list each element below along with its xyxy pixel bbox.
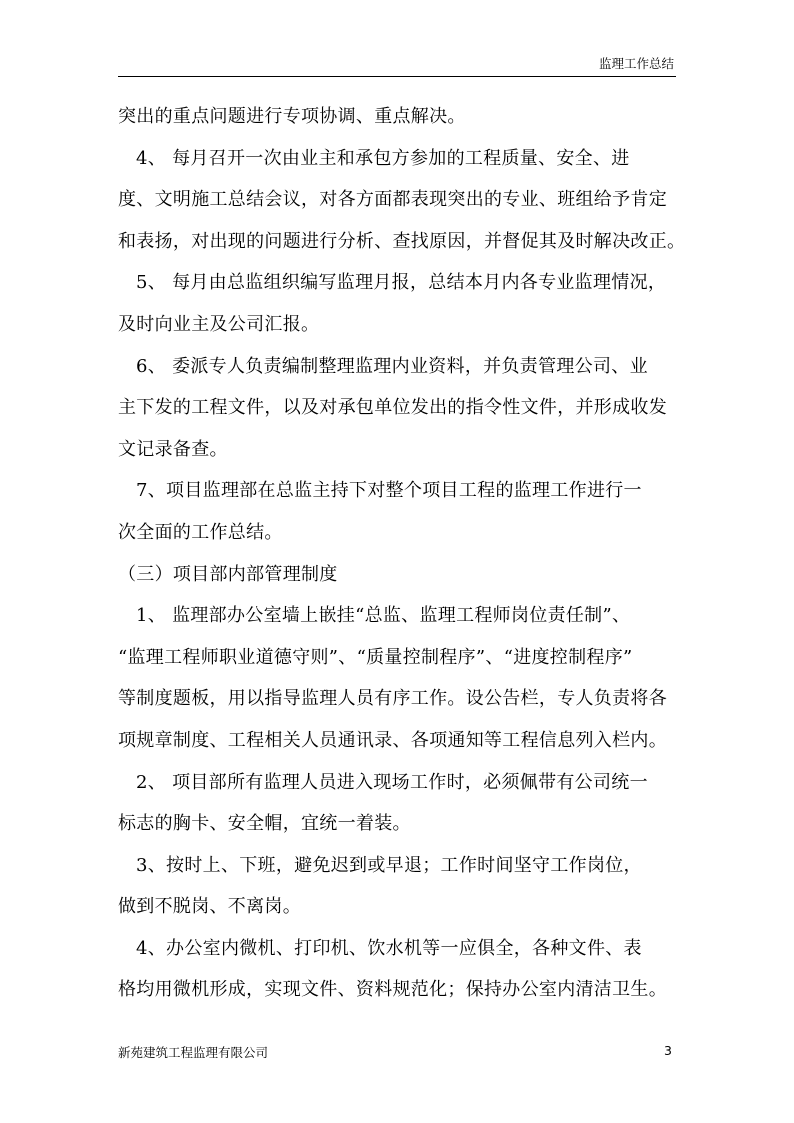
section-heading: （三）项目部内部管理制度 bbox=[118, 563, 338, 585]
text-line: 等制度题板，用以指导监理人员有序工作。设公告栏，专人负责将各 bbox=[118, 688, 667, 710]
text-line: 和表扬，对出现的问题进行分析、查找原因，并督促其及时解决改正。 bbox=[118, 230, 686, 252]
page-number: 3 bbox=[664, 1043, 672, 1058]
text-line: 4、办公室内微机、打印机、饮水机等一应俱全，各种文件、表 bbox=[136, 937, 642, 959]
text-line: 标志的胸卡、安全帽，宜统一着装。 bbox=[118, 813, 411, 835]
text-line: 突出的重点问题进行专项协调、重点解决。 bbox=[118, 106, 466, 127]
text-line: 格均用微机形成，实现文件、资料规范化；保持办公室内清洁卫生。 bbox=[118, 979, 667, 1001]
text-line: 及时向业主及公司汇报。 bbox=[118, 313, 320, 335]
text-line: 做到不脱岗、不离岗。 bbox=[118, 896, 301, 918]
text-line: 项规章制度、工程相关人员通讯录、各项通知等工程信息列入栏内。 bbox=[118, 729, 667, 751]
text-line: 3、按时上、下班，避免迟到或早退；工作时间坚守工作岗位， bbox=[136, 854, 642, 876]
text-line: 2、 项目部所有监理人员进入现场工作时，必须佩带有公司统一 bbox=[136, 771, 648, 793]
text-line: 文记录备查。 bbox=[118, 438, 228, 460]
text-line: 5、 每月由总监组织编写监理月报，总结本月内各专业监理情况， bbox=[136, 272, 667, 294]
text-line: “监理工程师职业道德守则”、“质量控制程序”、“进度控制程序” bbox=[118, 646, 633, 668]
header-title: 监理工作总结 bbox=[598, 56, 674, 71]
text-line: 7、项目监理部在总监主持下对整个项目工程的监理工作进行一 bbox=[136, 480, 642, 502]
text-line: 主下发的工程文件，以及对承包单位发出的指令性文件，并形成收发 bbox=[118, 397, 667, 419]
text-line: 4、 每月召开一次由业主和承包方参加的工程质量、安全、进 bbox=[136, 147, 630, 169]
text-line: 6、 委派专人负责编制整理监理内业资料，并负责管理公司、业 bbox=[136, 355, 648, 377]
text-line: 次全面的工作总结。 bbox=[118, 521, 283, 543]
text-line: 度、文明施工总结会议，对各方面都表现突出的专业、班组给予肯定 bbox=[118, 189, 667, 211]
text-line: 1、 监理部办公室墙上嵌挂“总监、监理工程师岗位责任制”、 bbox=[136, 605, 631, 627]
document-body bbox=[118, 96, 688, 1011]
page-header bbox=[118, 0, 676, 77]
footer-company: 新苑建筑工程监理有限公司 bbox=[118, 1045, 269, 1060]
